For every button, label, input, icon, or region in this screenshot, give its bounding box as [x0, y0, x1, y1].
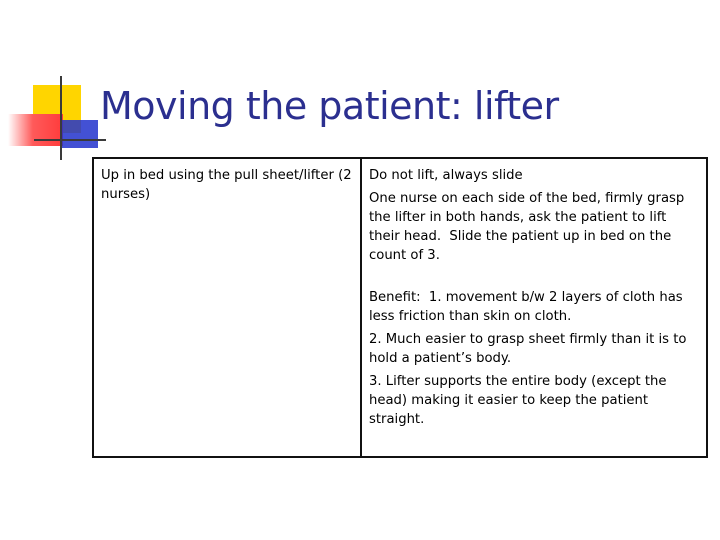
decor-red-bar — [8, 114, 63, 146]
content-table — [92, 157, 708, 458]
instruction-line: One nurse on each side of the bed, firmly grasp the lifter in both hands, ask the patient to lift their head. Slide the patient up in bed on the count of 3. — [369, 191, 689, 263]
paragraph-spacer — [369, 269, 699, 288]
table-row — [93, 158, 707, 457]
procedure-text: Up in bed using the pull sheet/lifter (2 nurses) — [101, 168, 356, 202]
benefit-line: 2. Much easier to grasp sheet firmly than it is to hold a patient’s body. — [369, 332, 691, 366]
slide-title: Moving the patient: lifter — [100, 84, 559, 128]
decor-blue-square — [62, 120, 98, 148]
table-cell-details — [361, 158, 707, 457]
instruction-line: Do not lift, always slide — [369, 168, 523, 183]
decor-vertical-line — [60, 76, 62, 160]
benefit-line: 3. Lifter supports the entire body (except the head) making it easier to keep the patient straight. — [369, 374, 671, 427]
benefit-line: Benefit: 1. movement b/w 2 layers of cloth has less friction than skin on cloth. — [369, 290, 687, 324]
table-cell-procedure — [93, 158, 361, 457]
decor-horizontal-line — [34, 139, 106, 141]
